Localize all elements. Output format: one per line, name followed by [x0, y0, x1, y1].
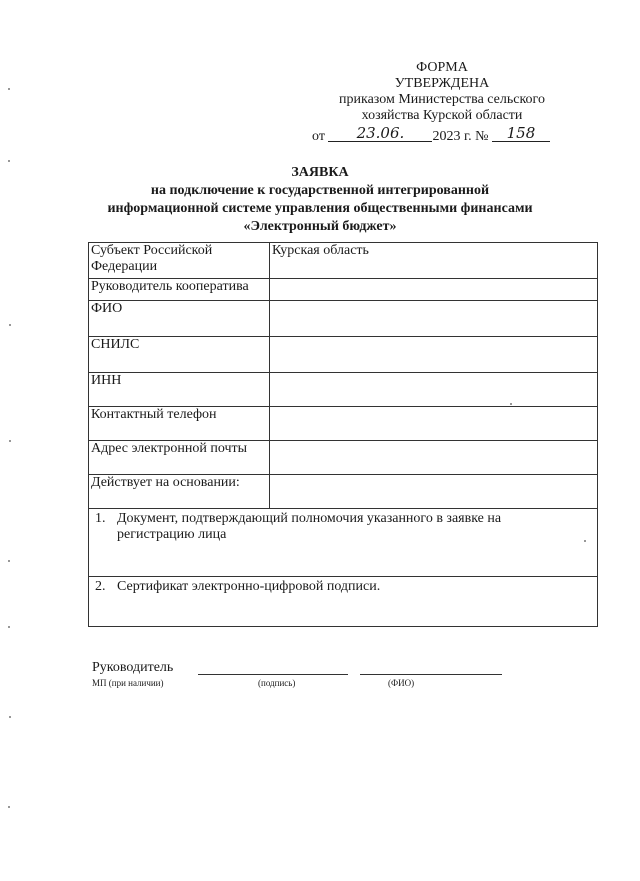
- approval-stamp: [322, 60, 562, 124]
- table-row: [89, 441, 598, 475]
- row-value-fio[interactable]: [270, 301, 598, 337]
- title-line-3: информационной системе управления общественными финансами: [107, 201, 533, 216]
- scan-speck: [8, 160, 10, 162]
- row-label-basis: Действует на основании:: [89, 475, 270, 509]
- row-value-subject[interactable]: Курская область: [270, 243, 598, 279]
- table-row: [89, 301, 598, 337]
- scan-speck: [9, 716, 11, 718]
- handwritten-number: 158: [506, 124, 536, 142]
- table-row: [89, 577, 598, 627]
- approval-ministry-line: хозяйства Курской области: [361, 108, 523, 123]
- scan-speck: [9, 324, 11, 326]
- list-text-signature-certificate: Сертификат электронно-цифровой подписи.: [117, 579, 381, 594]
- list-number: 2.: [95, 579, 106, 594]
- table-row: [89, 475, 598, 509]
- approval-order-line: приказом Министерства сельского: [339, 92, 545, 107]
- scan-speck: [9, 440, 11, 442]
- year-and-number-label: 2023 г. №: [432, 129, 489, 144]
- name-caption: (ФИО): [388, 678, 415, 688]
- title-line-4: «Электронный бюджет»: [243, 219, 397, 234]
- scan-speck: [8, 560, 10, 562]
- row-label-phone: Контактный телефон: [89, 407, 270, 441]
- list-number: 1.: [95, 511, 106, 526]
- scan-speck: [510, 403, 512, 405]
- row-label-inn: ИНН: [89, 373, 270, 407]
- title-line-2: на подключение к государственной интегрированной: [150, 183, 490, 198]
- row-value-phone[interactable]: [270, 407, 598, 441]
- signature-label: Руководитель: [92, 660, 174, 675]
- list-item: [89, 577, 598, 627]
- approval-date-line: [312, 126, 550, 145]
- table-row: [89, 243, 598, 279]
- row-value-email[interactable]: [270, 441, 598, 475]
- handwritten-date: 23.06.: [356, 124, 405, 142]
- row-label-head: Руководитель кооператива: [89, 279, 270, 301]
- name-line[interactable]: [360, 674, 502, 675]
- table-row: [89, 279, 598, 301]
- list-item: [89, 509, 598, 577]
- table-row: [89, 509, 598, 577]
- scan-speck: [8, 806, 10, 808]
- date-blank: [328, 126, 432, 142]
- number-blank: [492, 126, 550, 142]
- row-label-fio: ФИО: [89, 301, 270, 337]
- title-main: ЗАЯВКА: [291, 165, 349, 180]
- scan-speck: [8, 88, 10, 90]
- row-label-snils: СНИЛС: [89, 337, 270, 373]
- row-value-basis[interactable]: [270, 475, 598, 509]
- row-value-snils[interactable]: [270, 337, 598, 373]
- mp-caption: МП (при наличии): [92, 678, 164, 688]
- row-label-subject: Субъект Российской Федерации: [89, 243, 270, 279]
- row-value-inn[interactable]: [270, 373, 598, 407]
- row-value-head[interactable]: [270, 279, 598, 301]
- list-text-authority-document: Документ, подтверждающий полномочия указанного в заявке на регистрацию лица: [117, 511, 502, 542]
- row-label-email: Адрес электронной почты: [89, 441, 270, 475]
- scan-speck: [8, 626, 10, 628]
- document-title: [0, 164, 640, 236]
- table-row: [89, 407, 598, 441]
- table-row: [89, 373, 598, 407]
- date-prefix: от: [312, 129, 325, 144]
- application-form-table: [88, 242, 598, 627]
- table-row: [89, 337, 598, 373]
- approval-form-label: ФОРМА: [416, 60, 468, 75]
- signature-line[interactable]: [198, 674, 348, 675]
- scan-speck: [584, 540, 586, 542]
- signature-caption: (подпись): [258, 678, 296, 688]
- approval-approved-label: УТВЕРЖДЕНА: [394, 76, 490, 91]
